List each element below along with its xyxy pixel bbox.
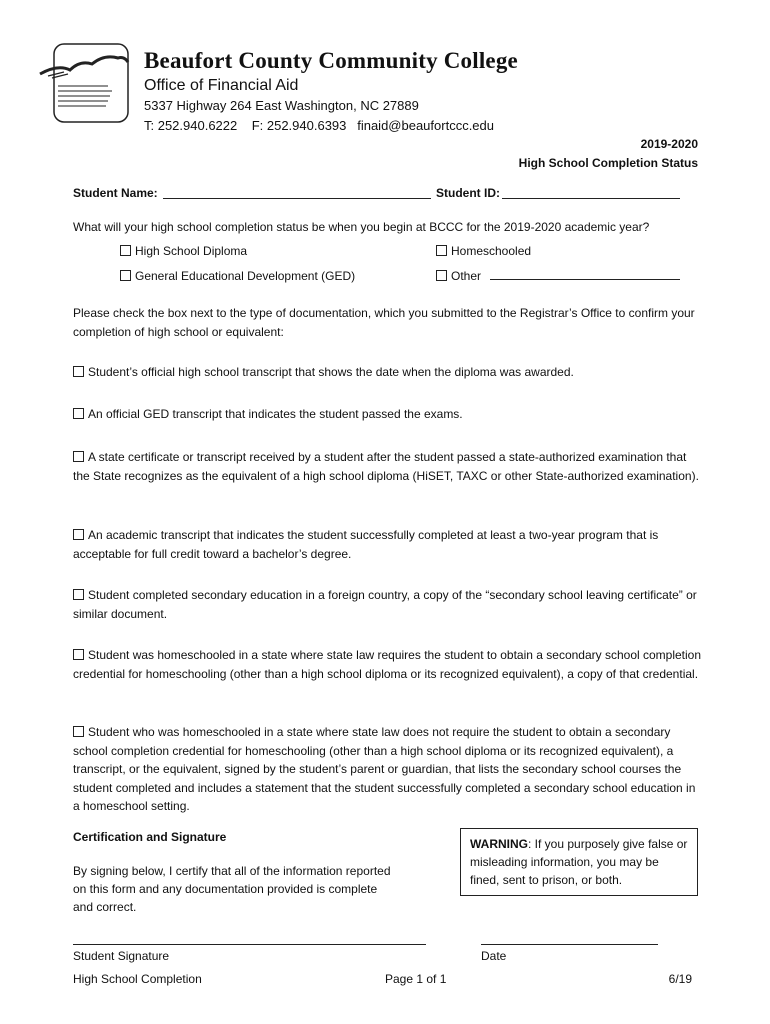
student-signature-line[interactable]	[73, 944, 426, 945]
form-year: 2019-2020	[640, 137, 698, 151]
checkbox[interactable]	[73, 649, 84, 660]
certification-heading: Certification and Signature	[73, 830, 227, 844]
footer-form-name: High School Completion	[73, 972, 202, 986]
warning-box	[460, 828, 698, 896]
footer-page-number: Page 1 of 1	[385, 972, 447, 986]
checkbox[interactable]	[73, 408, 84, 419]
student-id-label: Student ID:	[436, 186, 500, 200]
status-option-ged[interactable]: General Educational Development (GED)	[120, 267, 355, 285]
other-field[interactable]	[490, 267, 680, 280]
checkbox[interactable]	[120, 245, 131, 256]
checkbox[interactable]	[436, 270, 447, 281]
student-name-field[interactable]	[163, 186, 431, 199]
checkbox[interactable]	[73, 366, 84, 377]
checkbox[interactable]	[436, 245, 447, 256]
student-name-label: Student Name:	[73, 186, 158, 200]
student-signature-label: Student Signature	[73, 949, 170, 963]
footer-revision-date: 6/19	[668, 972, 692, 986]
date-line[interactable]	[481, 944, 658, 945]
status-option-diploma[interactable]: High School Diploma	[120, 242, 247, 260]
office-name: Office of Financial Aid	[144, 77, 299, 94]
office-contact: T: 252.940.6222 F: 252.940.6393 finaid@beaufortccc.edu	[144, 118, 494, 133]
date-label: Date	[481, 949, 507, 963]
doc-option-ged-transcript[interactable]: An official GED transcript that indicates the student passed the exams.	[73, 405, 703, 424]
status-option-other[interactable]: Other	[436, 267, 680, 285]
form-title: High School Completion Status	[518, 156, 698, 170]
status-option-homeschooled[interactable]: Homeschooled	[436, 242, 531, 260]
checkbox[interactable]	[120, 270, 131, 281]
college-name: Beaufort County Community College	[144, 48, 518, 73]
checkbox[interactable]	[73, 726, 84, 737]
status-question: What will your high school completion status be when you begin at BCCC for the 2019-2020 academic year?	[73, 220, 650, 234]
doc-option-academic-transcript[interactable]: An academic transcript that indicates the student successfully completed at least a two-year program that is acceptable for full credit toward a bachelor’s degree.	[73, 528, 659, 561]
doc-option-state-certificate[interactable]: A state certificate or transcript received by a student after the student passed a state-authorized examination that the State recognizes as the equivalent of a high school diploma (HiSET, TAXC or other State-authorized examination).	[73, 450, 699, 483]
checkbox[interactable]	[73, 451, 84, 462]
documentation-prompt: Please check the box next to the type of documentation, which you submitted to the Registrar’s Office to confirm your completion of high school or equivalent:	[73, 306, 695, 339]
college-logo	[38, 42, 130, 124]
doc-option-homeschool-credential[interactable]: Student was homeschooled in a state where state law requires the student to obtain a secondary school completion credential for homeschooling (other than a high school diploma or its recognized equivalent), a copy of that credential.	[73, 648, 702, 681]
warning-text: : If you purposely give false or misleading information, you may be fined, sent to prison, or both.	[470, 837, 688, 887]
checkbox[interactable]	[73, 529, 84, 540]
doc-option-transcript[interactable]: Student’s official high school transcript that shows the date when the diploma was awarded.	[73, 363, 703, 382]
office-address: 5337 Highway 264 East Washington, NC 27889	[144, 98, 419, 113]
doc-option-foreign-country[interactable]: Student completed secondary education in a foreign country, a copy of the “secondary school leaving certificate” or similar document.	[73, 588, 697, 621]
checkbox[interactable]	[73, 589, 84, 600]
doc-option-homeschool-transcript[interactable]: Student who was homeschooled in a state where state law does not require the student to obtain a secondary school completion credential for homeschooling (other than a high school diploma or its recognized equivalent), a transcript, or the equivalent, signed by the student’s parent or guardian, that lists the secondary school courses the student completed and includes a statement that the student successfully completed a secondary school education in a homeschool setting.	[73, 725, 696, 813]
student-id-field[interactable]	[502, 186, 680, 199]
warning-label: WARNING	[470, 837, 528, 851]
certification-text: By signing below, I certify that all of the information reported on this form and any documentation provided is complete and correct.	[73, 864, 391, 914]
